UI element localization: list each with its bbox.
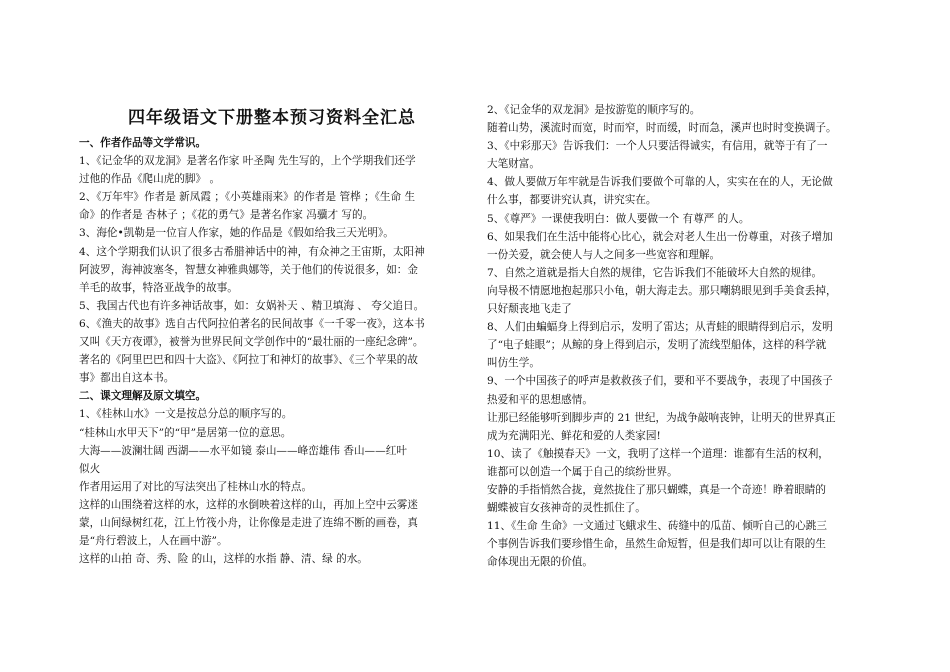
- text-line: 安静的手指悄然合拢，竟然拢住了那只蝴蝶，真是一个奇迹！睁着眼睛的: [487, 483, 826, 496]
- text-line: 蒙，山间绿树红花，江上竹筏小舟，让你像是走进了连绵不断的画卷，真: [79, 516, 418, 529]
- text-line: 大海——波澜壮阔 西湖——水平如镜 泰山——峰峦雄伟 香山——红叶: [79, 444, 407, 457]
- text-line: 向导极不情愿地抱起那只小龟，朝大海走去。那只嘲鸫眼见到手美食丢掉，: [487, 284, 837, 297]
- text-line: 5、《尊严》一课使我明白：做人要做一个 有尊严 的人。: [487, 212, 750, 225]
- text-line: 又叫《天方夜谭》，被誉为世界民间文学创作中的“最壮丽的一座纪念碑”。: [79, 336, 424, 349]
- text-line: 6、《渔夫的故事》选自古代阿拉伯著名的民间故事《一千零一夜》，这本书: [79, 317, 425, 330]
- text-line: 7、自然之道就是指大自然的规律，它告诉我们不能破坏大自然的规律。: [487, 266, 823, 279]
- text-line: 只好颓丧地飞走了: [487, 303, 572, 316]
- text-line: 成为充满阳光、鲜花和爱的人类家园!: [487, 429, 661, 442]
- right-text-block: [487, 101, 873, 571]
- text-line: 1、《记金华的双龙洞》是著名作家 叶圣陶 先生写的，上个学期我们还学: [79, 155, 416, 168]
- text-line: 3、海伦•凯勒是一位盲人作家，她的作品是《假如给我三天光明》。: [79, 227, 394, 240]
- text-line: 命》的作者是 杏林子 ；《花的勇气》是著名作家 冯骥才 写的。: [79, 209, 374, 222]
- text-line: 个事例告诉我们要珍惜生命，虽然生命短暂，但是我们却可以让有限的生: [487, 538, 826, 551]
- page-title: 四年级语文下册整本预习资料全汇总: [128, 108, 416, 128]
- text-line: 叫仿生学。: [487, 357, 540, 370]
- text-line: 了“电子蛙眼”；从鲸的身上得到启示，发明了流线型船体，这样的科学就: [487, 339, 827, 352]
- text-line: 2、《万年牢》作者是 新凤霞 ；《小英雄雨来》的作者是 管桦 ；《生命 生: [79, 191, 416, 204]
- text-line: 一份关爱，就会使人与人之间多一些宽容和理解。: [487, 248, 721, 261]
- text-line: 著名的《阿里巴巴和四十大盗》、《阿拉丁和神灯的故事》、《三个苹果的故: [79, 354, 418, 367]
- text-line: 9、一个中国孩子的呼声是救救孩子们，要和平不要战争，表现了中国孩子: [487, 375, 833, 388]
- text-line: 2、《记金华的双龙洞》是按游览的顺序写的。: [487, 104, 701, 116]
- text-line: 11、《生命 生命》一文通过飞蛾求生、砖缝中的瓜苗、倾听自己的心跳三: [487, 520, 827, 533]
- text-line: “桂林山水甲天下”的“甲”是居第一位的意思。: [79, 426, 292, 439]
- text-line: 羊毛的故事，特洛亚战争的故事。: [79, 281, 238, 294]
- text-line: 作者用运用了对比的写法突出了桂林山水的特点。: [79, 480, 313, 493]
- text-line: 6、如果我们在生活中能将心比心，就会对老人生出一份尊重，对孩子增加: [487, 230, 833, 243]
- text-line: 1、《桂林山水》一文是按总分总的顺序写的。: [79, 408, 293, 421]
- text-line: 3、《中彩那天》告诉我们：一个人只要活得诚实，有信用，就等于有了一: [487, 140, 828, 153]
- text-line: 10、读了《触摸春天》一文，我明了这样一个道理：谁都有生活的权利，: [487, 447, 829, 460]
- text-line: 热爱和平的思想感情。: [487, 393, 593, 406]
- left-text-block: [79, 134, 465, 568]
- text-line: 5、我国古代也有许多神话故事，如：女娲补天 、精卫填海 、 夸父追日。: [79, 299, 425, 312]
- text-line: 过他的作品《爬山虎的脚》 。: [79, 173, 221, 186]
- section-heading: 一、作者作品等文学常识。: [79, 137, 207, 149]
- text-line: 让那已经能够听到脚步声的 21 世纪，为战争敲响丧钟，让明天的世界真正: [487, 411, 836, 424]
- text-line: 是“舟行碧波上，人在画中游”。: [79, 535, 228, 548]
- text-line: 4、这个学期我们认识了很多古希腊神话中的神，有众神之王宙斯，太阳神: [79, 245, 425, 258]
- text-line: 蝴蝶被盲女孩神奇的灵性抓住了。: [487, 502, 646, 515]
- text-line: 这样的山围绕着这样的水，这样的水倒映着这样的山，再加上空中云雾迷: [79, 498, 418, 511]
- section-heading: 二、课文理解及原文填空。: [79, 390, 207, 403]
- text-line: 随着山势，溪流时而宽，时而窄，时而缓，时而急，溪声也时时变换调子。: [487, 122, 837, 135]
- text-line: 阿波罗，海神波塞冬，智慧女神雅典娜等，关于他们的传说很多，如：金: [79, 263, 418, 276]
- text-line: 8、人们由蝙蝠身上得到启示，发明了雷达；从青蛙的眼睛得到启示，发明: [487, 321, 833, 334]
- text-line: 这样的山拍 奇、秀、险 的山，这样的水指 静、清、绿 的水。: [79, 553, 368, 566]
- text-line: 什么事，都要讲究认真，讲究实在。: [487, 194, 657, 207]
- text-line: 似火: [79, 462, 101, 475]
- text-line: 谁都可以创造一个属于自己的缤纷世界。: [487, 465, 678, 478]
- text-line: 大笔财富。: [487, 158, 540, 171]
- text-line: 事》都出自这本书。: [79, 372, 175, 385]
- text-line: 命体现出无限的价值。: [487, 556, 593, 569]
- text-line: 4、做人要做万年牢就是告诉我们要做个可靠的人，实实在在的人，无论做: [487, 176, 833, 189]
